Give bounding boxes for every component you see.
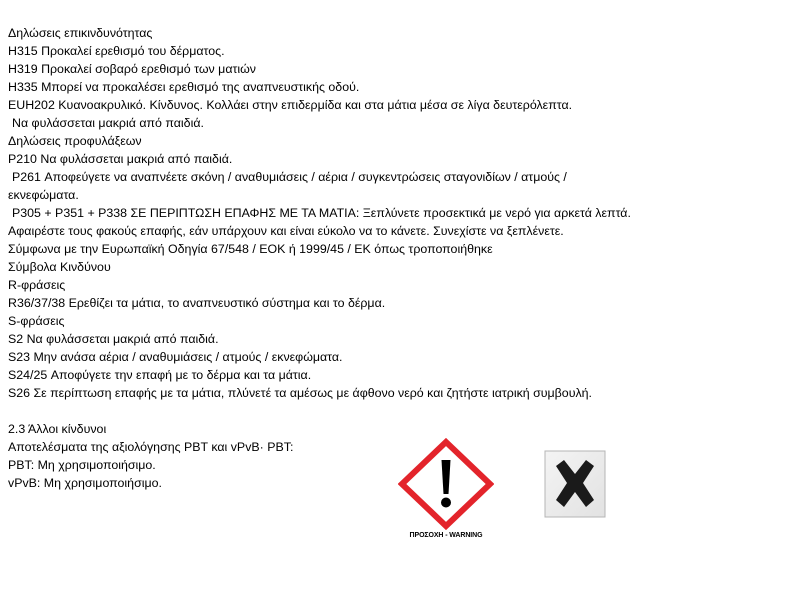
- precautionary-statement-p305-continued: Αφαιρέστε τους φακούς επαφής, εάν υπάρχουν και είναι εύκολο να το κάνετε. Συνεχίστε να ξεπλένετε.: [8, 224, 564, 238]
- section-heading-s-phrases: S-φράσεις: [8, 314, 65, 328]
- hazard-statement-h319: H319 Προκαλεί σοβαρό ερεθισμό των ματιών: [8, 62, 256, 76]
- section-heading-r-phrases: R-φράσεις: [8, 278, 66, 292]
- precautionary-statement-p210: P210 Να φυλάσσεται μακριά από παιδιά.: [8, 152, 233, 166]
- safety-data-text: [8, 24, 778, 492]
- hazard-statement-keep-away: Να φυλάσσεται μακριά από παιδιά.: [12, 116, 204, 130]
- s-phrase-s24-25: S24/25 Αποφύγετε την επαφή με το δέρμα και τα μάτια.: [8, 368, 312, 382]
- ghs-warning-pictogram: [398, 438, 494, 548]
- exclamation-diamond-icon: [398, 438, 494, 530]
- r-phrase-r36-37-38: R36/37/38 Ερεθίζει τα μάτια, το αναπνευστικό σύστημα και το δέρμα.: [8, 296, 386, 310]
- x-cross-icon: [544, 450, 606, 518]
- hazard-statement-euh202: EUH202 Κυανοακρυλικό. Κίνδυνος. Κολλάει στην επιδερμίδα και στα μάτια μέσα σε λίγα δευτερόλεπτα.: [8, 98, 573, 112]
- s-phrase-s2: S2 Να φυλάσσεται μακριά από παιδιά.: [8, 332, 219, 346]
- section-heading-precautionary-statements: Δηλώσεις προφυλάξεων: [8, 134, 142, 148]
- section-heading-hazard-statements: Δηλώσεις επικινδυνότητας: [8, 26, 153, 40]
- blank-line: [8, 402, 778, 420]
- s-phrase-s23: S23 Μην ανάσα αέρια / αναθυμιάσεις / ατμούς / εκνεφώματα.: [8, 350, 343, 364]
- precautionary-statement-p261-continued: εκνεφώματα.: [8, 188, 79, 202]
- warning-caption: ΠΡΟΣΟΧΗ - WARNING: [409, 532, 483, 539]
- pbt-assessment-heading: Αποτελέσματα της αξιολόγησης PBT και vPvB· PBT:: [8, 440, 294, 454]
- precautionary-statement-p261: P261 Αποφεύγετε να αναπνέετε σκόνη / αναθυμιάσεις / αέρια / συγκεντρώσεις σταγονιδίων / ατμούς /: [12, 170, 567, 184]
- hazard-statement-h335: H335 Μπορεί να προκαλέσει ερεθισμό της αναπνευστικής οδού.: [8, 80, 360, 94]
- vpvb-result: vPvB: Μη χρησιμοποιήσιμο.: [8, 476, 162, 490]
- section-heading-other-hazards: 2.3 Άλλοι κίνδυνοι: [8, 422, 107, 436]
- precautionary-statement-p305: P305 + P351 + P338 ΣΕ ΠΕΡΙΠΤΩΣΗ ΕΠΑΦΗΣ ΜΕ ΤΑ ΜΑΤΙΑ: Ξεπλύνετε προσεκτικά με νερό για αρκετά λεπτά.: [12, 206, 631, 220]
- directive-reference: Σύμφωνα με την Ευρωπαϊκή Οδηγία 67/548 / ΕΟΚ ή 1999/45 / ΕΚ όπως τροποποιήθηκε: [8, 242, 493, 256]
- pbt-result: PBT: Μη χρησιμοποιήσιμο.: [8, 458, 156, 472]
- s-phrase-s26: S26 Σε περίπτωση επαφής με τα μάτια, πλύνετέ τα αμέσως με άφθονο νερό και ζητήστε ιατρική συμβουλή.: [8, 386, 592, 400]
- hazard-statement-h315: H315 Προκαλεί ερεθισμό του δέρματος.: [8, 44, 225, 58]
- irritant-pictogram: [544, 450, 606, 518]
- section-heading-hazard-symbols: Σύμβολα Κινδύνου: [8, 260, 111, 274]
